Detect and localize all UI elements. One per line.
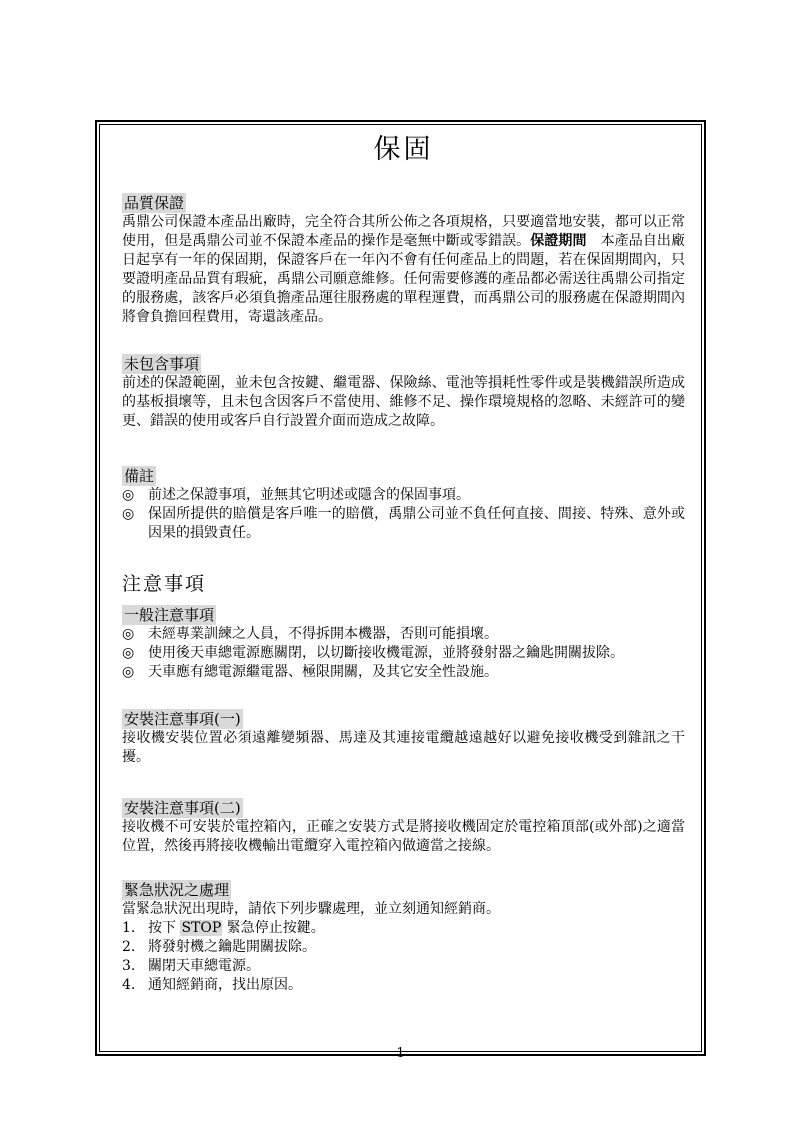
step-number: 2. xyxy=(122,939,136,955)
general-item xyxy=(122,625,685,644)
general-item-text: 未經專業訓練之人員，不得拆開本機器，否則可能損壞。 xyxy=(148,626,498,642)
general-item xyxy=(122,663,685,682)
emergency-step-text: 通知經銷商，找出原因。 xyxy=(148,977,302,993)
section-general-precautions xyxy=(122,605,685,682)
section-exclusions xyxy=(122,354,685,431)
section-notes xyxy=(122,466,685,543)
general-item-text: 使用後天車總電源應關閉，以切斷接收機電源，並將發射器之鑰匙開關拔除。 xyxy=(148,645,624,661)
note-item xyxy=(122,486,685,505)
emergency-intro: 當緊急狀況出現時，請依下列步驟處理，並立刻通知經銷商。 xyxy=(122,901,500,917)
emergency-step xyxy=(122,957,685,976)
note-item-text: 保固所提供的賠償是客戶唯一的賠償，禹鼎公司並不負任何直接、間接、特殊、意外或因果的損毀責任。 xyxy=(148,506,685,541)
quality-paragraph xyxy=(122,213,685,327)
quality-text-2: 本產品自出廠日起享有一年的保固期，保證客戶在一年內不會有任何產品上的問題，若在保固期間內，只要證明產品品質有瑕疵，禹鼎公司願意維修。任何需要修護的產品都必需送往禹鼎公司指定的服務處，該客戶必須負擔產品運往服務處的單程運費，而禹鼎公司的服務處在保證期間內將會負擔回程費用，寄還該產品。 xyxy=(122,233,686,325)
section-emergency-handling xyxy=(122,880,685,995)
note-item-text: 前述之保證事項，並無其它明述或隱含的保固事項。 xyxy=(148,487,470,503)
section-quality-guarantee xyxy=(122,193,685,327)
notes-heading: 備註 xyxy=(124,467,155,485)
exclusions-paragraph: 前述的保證範圍，並未包含按鍵、繼電器、保險絲、電池等損耗性零件或是裝機錯誤所造成的基板損壞等，且未包含因客戶不當使用、維修不足、操作環境規格的忽略、未經許可的變更、錯誤的使用或客戶自行設置介面而造成之故障。 xyxy=(122,375,685,429)
quality-text-1: 禹鼎公司保證本產品出廠時，完全符合其所公佈之各項規格，只要適當地安裝，都可以正常使用，但是禹鼎公司並不保證本產品的操作是毫無中斷或零錯誤。 xyxy=(122,214,685,249)
exclusions-heading: 未包含事項 xyxy=(124,355,200,373)
emergency-step-text: 關閉天車總電源。 xyxy=(148,958,260,974)
step-number: 1. xyxy=(122,920,136,936)
emergency-step-text: 將發射機之鑰匙開關拔除。 xyxy=(148,939,316,955)
emergency-heading: 緊急狀況之處理 xyxy=(124,881,230,899)
section-install-precautions-1 xyxy=(122,709,685,767)
page-border-frame xyxy=(95,120,706,1061)
bullseye-bullet-icon: ◎ xyxy=(122,645,135,661)
install2-paragraph: 接收機不可安裝於電控箱內，正確之安裝方式是將接收機固定於電控箱頂部(或外部)之適當位置，然後再將接收機輸出電纜穿入電控箱內做適當之接線。 xyxy=(122,819,685,854)
install1-heading: 安裝注意事項(一) xyxy=(124,710,241,728)
section-install-precautions-2 xyxy=(122,798,685,856)
quality-heading: 品質保證 xyxy=(124,194,185,212)
emergency-step-text xyxy=(148,919,685,938)
install1-paragraph: 接收機安裝位置必須遠離變頻器、馬達及其連接電纜越遠越好以避免接收機受到雜訊之干擾。 xyxy=(122,730,685,765)
step-text-before: 按下 xyxy=(148,920,181,936)
precautions-title: 注意事項 xyxy=(122,573,207,595)
stop-keyword: STOP xyxy=(181,920,222,936)
page-number: 1 xyxy=(396,1046,405,1061)
install2-heading: 安裝注意事項(二) xyxy=(124,799,241,817)
step-text-after: 緊急停止按鍵。 xyxy=(222,920,325,936)
bullseye-bullet-icon: ◎ xyxy=(122,487,135,503)
general-item xyxy=(122,644,685,663)
bullseye-bullet-icon: ◎ xyxy=(122,506,135,522)
step-number: 4. xyxy=(122,977,136,993)
step-number: 3. xyxy=(122,958,136,974)
bullseye-bullet-icon: ◎ xyxy=(122,626,135,642)
emergency-step xyxy=(122,938,685,957)
emergency-step xyxy=(122,919,685,938)
warranty-period-term: 保證期間 xyxy=(530,233,587,249)
note-item xyxy=(122,505,685,543)
bullseye-bullet-icon: ◎ xyxy=(122,664,135,680)
page-title: 保固 xyxy=(373,134,434,165)
general-item-text: 天車應有總電源繼電器、極限開關，及其它安全性設施。 xyxy=(148,664,498,680)
general-heading: 一般注意事項 xyxy=(124,606,215,624)
page-inner-frame xyxy=(99,124,702,1061)
emergency-step xyxy=(122,976,685,995)
